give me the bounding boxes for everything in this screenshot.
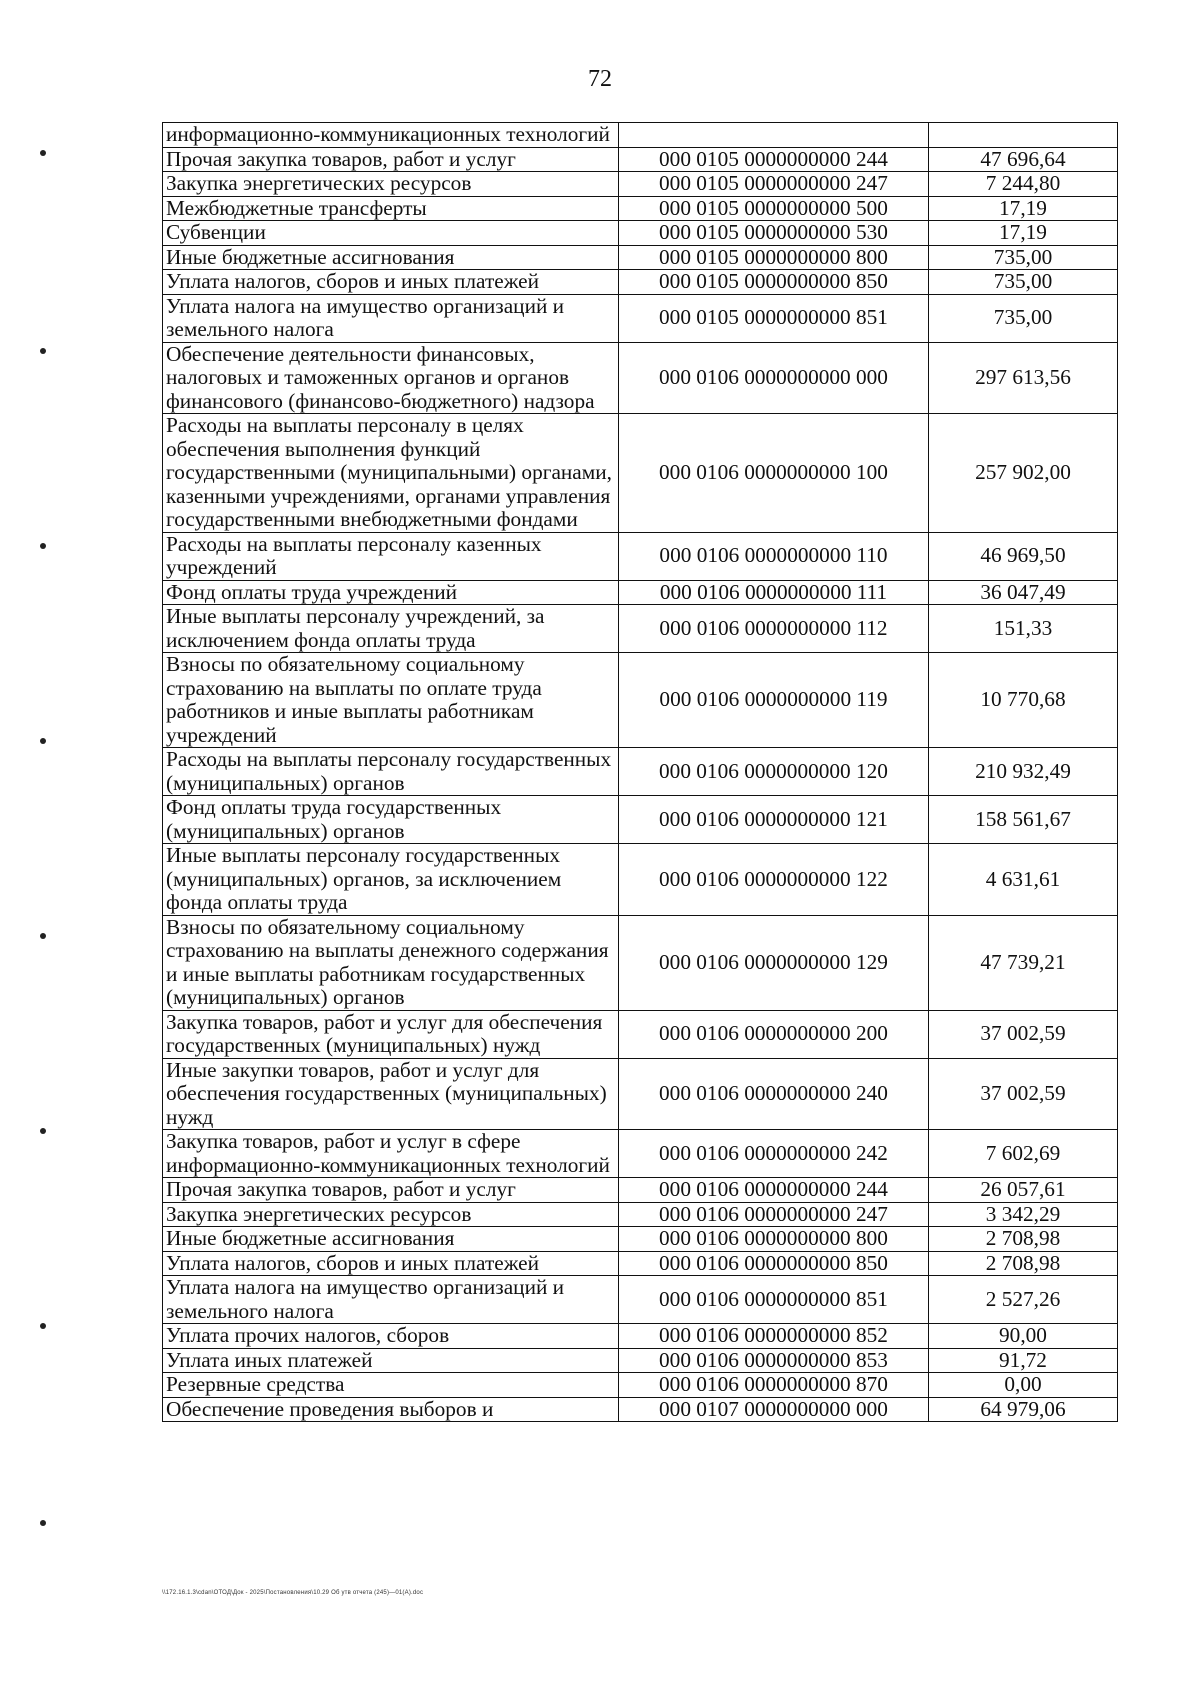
table-row: [163, 915, 1118, 1010]
row-name: Иные закупки товаров, работ и услуг для обеспечения государственных (муниципальных) нужд: [163, 1058, 619, 1130]
row-name: Иные бюджетные ассигнования: [163, 245, 619, 270]
row-amount: 0,00: [929, 1373, 1118, 1398]
row-code: 000 0105 0000000000 851: [619, 294, 929, 342]
row-amount: 37 002,59: [929, 1010, 1118, 1058]
row-amount: 46 969,50: [929, 532, 1118, 580]
table-row: [163, 653, 1118, 748]
row-name: Прочая закупка товаров, работ и услуг: [163, 1178, 619, 1203]
row-amount: 158 561,67: [929, 796, 1118, 844]
row-amount: 210 932,49: [929, 748, 1118, 796]
row-amount: 47 696,64: [929, 147, 1118, 172]
row-name: Обеспечение деятельности финансовых, налоговых и таможенных органов и органов финансового (финансово-бюджетного) надзора: [163, 342, 619, 414]
margin-dot: [40, 1128, 46, 1134]
table-row: [163, 1373, 1118, 1398]
row-amount: 7 602,69: [929, 1130, 1118, 1178]
row-code: 000 0106 0000000000 852: [619, 1324, 929, 1349]
row-name: Закупка товаров, работ и услуг в сфере информационно-коммуникационных технологий: [163, 1130, 619, 1178]
row-code: 000 0105 0000000000 800: [619, 245, 929, 270]
margin-dot: [40, 738, 46, 744]
table-row: [163, 414, 1118, 533]
row-amount: 3 342,29: [929, 1202, 1118, 1227]
row-code: 000 0106 0000000000 112: [619, 605, 929, 653]
row-code: 000 0106 0000000000 244: [619, 1178, 929, 1203]
row-amount: 37 002,59: [929, 1058, 1118, 1130]
row-code: 000 0106 0000000000 119: [619, 653, 929, 748]
row-name: Закупка энергетических ресурсов: [163, 172, 619, 197]
table-row: [163, 1324, 1118, 1349]
row-code: 000 0106 0000000000 800: [619, 1227, 929, 1252]
row-amount: 47 739,21: [929, 915, 1118, 1010]
row-amount: 735,00: [929, 294, 1118, 342]
row-name: Фонд оплаты труда государственных (муниципальных) органов: [163, 796, 619, 844]
table-row: [163, 1251, 1118, 1276]
row-name: Закупка товаров, работ и услуг для обеспечения государственных (муниципальных) нужд: [163, 1010, 619, 1058]
table-row: [163, 221, 1118, 246]
row-amount: 26 057,61: [929, 1178, 1118, 1203]
row-amount: [929, 123, 1118, 148]
row-name: Уплата налога на имущество организаций и земельного налога: [163, 1276, 619, 1324]
row-code: [619, 123, 929, 148]
table-row: [163, 172, 1118, 197]
row-code: 000 0107 0000000000 000: [619, 1397, 929, 1422]
row-name: Уплата иных платежей: [163, 1348, 619, 1373]
row-code: 000 0105 0000000000 530: [619, 221, 929, 246]
table-row: [163, 1202, 1118, 1227]
table-row: [163, 1348, 1118, 1373]
row-name: Межбюджетные трансферты: [163, 196, 619, 221]
row-code: 000 0106 0000000000 000: [619, 342, 929, 414]
row-code: 000 0106 0000000000 850: [619, 1251, 929, 1276]
row-code: 000 0106 0000000000 851: [619, 1276, 929, 1324]
row-code: 000 0106 0000000000 870: [619, 1373, 929, 1398]
row-amount: 36 047,49: [929, 580, 1118, 605]
row-name: Расходы на выплаты персоналу в целях обеспечения выполнения функций государственными (муниципальными) органами, казенными учреждениями, органами управления государственными внебюджетными фондами: [163, 414, 619, 533]
row-amount: 90,00: [929, 1324, 1118, 1349]
row-name: Прочая закупка товаров, работ и услуг: [163, 147, 619, 172]
row-name: Уплата налога на имущество организаций и земельного налога: [163, 294, 619, 342]
table-row: [163, 1130, 1118, 1178]
row-code: 000 0106 0000000000 111: [619, 580, 929, 605]
row-amount: 17,19: [929, 221, 1118, 246]
row-code: 000 0106 0000000000 121: [619, 796, 929, 844]
table-row: [163, 748, 1118, 796]
row-amount: 64 979,06: [929, 1397, 1118, 1422]
margin-dot: [40, 150, 46, 156]
row-amount: 2 708,98: [929, 1251, 1118, 1276]
table-row: [163, 1010, 1118, 1058]
row-amount: 4 631,61: [929, 844, 1118, 916]
row-name: Уплата налогов, сборов и иных платежей: [163, 1251, 619, 1276]
row-amount: 297 613,56: [929, 342, 1118, 414]
budget-table: [162, 122, 1118, 1422]
page-number: 72: [588, 66, 612, 92]
row-amount: 735,00: [929, 245, 1118, 270]
table-row: [163, 605, 1118, 653]
row-name: Расходы на выплаты персоналу государственных (муниципальных) органов: [163, 748, 619, 796]
table-row: [163, 1178, 1118, 1203]
row-name: Субвенции: [163, 221, 619, 246]
row-code: 000 0105 0000000000 244: [619, 147, 929, 172]
margin-dot: [40, 933, 46, 939]
row-name: Расходы на выплаты персоналу казенных учреждений: [163, 532, 619, 580]
row-code: 000 0106 0000000000 242: [619, 1130, 929, 1178]
row-amount: 2 527,26: [929, 1276, 1118, 1324]
table-row: [163, 1058, 1118, 1130]
table-row: [163, 123, 1118, 148]
table-row: [163, 1276, 1118, 1324]
file-path-footer: \\172.16.1.3\cdan\ОТОД\Док - 2025\Постановления\10.29 Об утв отчета (245)—01(А).doc: [162, 1590, 424, 1596]
row-name: Иные выплаты персоналу государственных (муниципальных) органов, за исключением фонда оплаты труда: [163, 844, 619, 916]
table-row: [163, 245, 1118, 270]
row-amount: 735,00: [929, 270, 1118, 295]
row-name: Обеспечение проведения выборов и: [163, 1397, 619, 1422]
row-code: 000 0106 0000000000 247: [619, 1202, 929, 1227]
table-row: [163, 294, 1118, 342]
table-row: [163, 796, 1118, 844]
table-row: [163, 844, 1118, 916]
table-row: [163, 1227, 1118, 1252]
row-name: Взносы по обязательному социальному страхованию на выплаты денежного содержания и иные выплаты работникам государственных (муниципальных) органов: [163, 915, 619, 1010]
row-code: 000 0106 0000000000 240: [619, 1058, 929, 1130]
row-amount: 10 770,68: [929, 653, 1118, 748]
row-code: 000 0105 0000000000 850: [619, 270, 929, 295]
row-name: Резервные средства: [163, 1373, 619, 1398]
row-name: Уплата прочих налогов, сборов: [163, 1324, 619, 1349]
table-row: [163, 1397, 1118, 1422]
margin-dot: [40, 348, 46, 354]
row-name: Иные выплаты персоналу учреждений, за исключением фонда оплаты труда: [163, 605, 619, 653]
row-code: 000 0106 0000000000 100: [619, 414, 929, 533]
table-row: [163, 342, 1118, 414]
row-name: Взносы по обязательному социальному страхованию на выплаты по оплате труда работников и иные выплаты работникам учреждений: [163, 653, 619, 748]
row-name: Уплата налогов, сборов и иных платежей: [163, 270, 619, 295]
margin-dot: [40, 1323, 46, 1329]
row-code: 000 0106 0000000000 200: [619, 1010, 929, 1058]
row-code: 000 0106 0000000000 853: [619, 1348, 929, 1373]
row-code: 000 0105 0000000000 247: [619, 172, 929, 197]
row-amount: 151,33: [929, 605, 1118, 653]
row-code: 000 0106 0000000000 129: [619, 915, 929, 1010]
row-amount: 91,72: [929, 1348, 1118, 1373]
table-row: [163, 270, 1118, 295]
table-row: [163, 196, 1118, 221]
row-code: 000 0106 0000000000 122: [619, 844, 929, 916]
table-row: [163, 580, 1118, 605]
table-row: [163, 147, 1118, 172]
table-row: [163, 532, 1118, 580]
row-code: 000 0106 0000000000 120: [619, 748, 929, 796]
row-amount: 2 708,98: [929, 1227, 1118, 1252]
row-name: Фонд оплаты труда учреждений: [163, 580, 619, 605]
margin-dot: [40, 1520, 46, 1526]
row-code: 000 0106 0000000000 110: [619, 532, 929, 580]
row-amount: 257 902,00: [929, 414, 1118, 533]
row-name: Иные бюджетные ассигнования: [163, 1227, 619, 1252]
row-amount: 17,19: [929, 196, 1118, 221]
row-name: Закупка энергетических ресурсов: [163, 1202, 619, 1227]
margin-dot: [40, 543, 46, 549]
row-code: 000 0105 0000000000 500: [619, 196, 929, 221]
row-name: информационно-коммуникационных технологий: [163, 123, 619, 148]
row-amount: 7 244,80: [929, 172, 1118, 197]
